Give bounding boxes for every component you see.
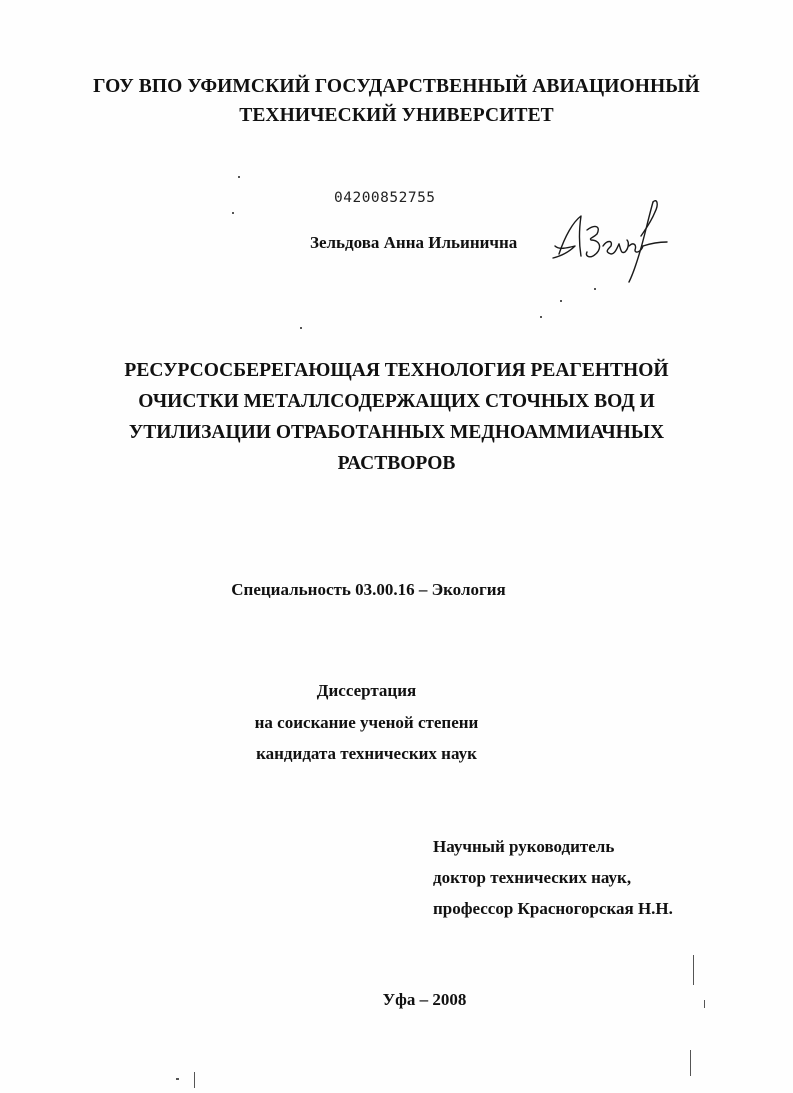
scan-line xyxy=(690,1050,691,1076)
degree-line-2: на соискание ученой степени xyxy=(254,712,479,732)
scan-speck xyxy=(238,176,240,178)
author-name: Зельдова Анна Ильинична xyxy=(310,233,518,252)
scan-speck xyxy=(176,1078,179,1080)
scientific-supervisor xyxy=(433,831,673,924)
title-line-1: РЕСУРСОСБЕРЕГАЮЩАЯ ТЕХНОЛОГИЯ РЕАГЕНТНОЙ xyxy=(124,360,669,381)
university-line-2: ТЕХНИЧЕСКИЙ УНИВЕРСИТЕТ xyxy=(239,105,554,126)
supervisor-line-2: доктор технических наук, xyxy=(433,868,632,887)
scan-line xyxy=(194,1072,195,1088)
supervisor-line-1: Научный руководитель xyxy=(433,837,615,856)
title-line-4: РАСТВОРОВ xyxy=(337,453,456,474)
catalog-number: 04200852755 xyxy=(334,190,436,206)
dissertation-title xyxy=(0,355,793,479)
title-line-3: УТИЛИЗАЦИИ ОТРАБОТАННЫХ МЕДНОАММИАЧНЫХ xyxy=(128,422,665,443)
title-line-2: ОЧИСТКИ МЕТАЛЛСОДЕРЖАЩИХ СТОЧНЫХ ВОД И xyxy=(138,391,655,412)
scan-line xyxy=(704,1000,705,1008)
scan-speck xyxy=(594,288,596,290)
scan-line xyxy=(693,955,694,985)
specialty: Специальность 03.00.16 – Экология xyxy=(231,580,506,599)
scan-speck xyxy=(300,327,302,329)
degree-line-1: Диссертация xyxy=(316,681,417,700)
university-header xyxy=(0,72,793,130)
scan-speck xyxy=(540,316,542,318)
dissertation-degree xyxy=(0,675,763,770)
scan-speck xyxy=(232,212,234,214)
city-year: Уфа – 2008 xyxy=(382,990,467,1009)
supervisor-line-3: профессор Красногорская Н.Н. xyxy=(433,899,673,918)
handwritten-signature xyxy=(545,196,675,288)
scan-speck xyxy=(560,300,562,302)
university-line-1: ГОУ ВПО УФИМСКИЙ ГОСУДАРСТВЕННЫЙ АВИАЦИОННЫЙ xyxy=(93,76,700,97)
degree-line-3: кандидата технических наук xyxy=(256,744,477,763)
